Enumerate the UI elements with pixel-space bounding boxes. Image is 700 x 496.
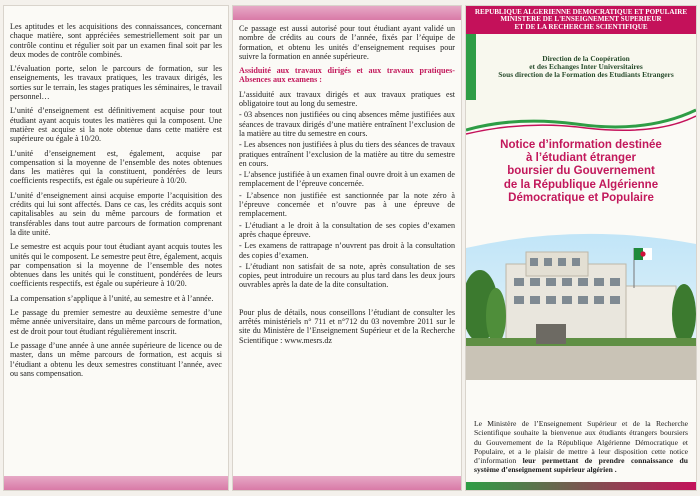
- notice-line: Démocratique et Populaire: [508, 191, 654, 204]
- section-heading: Assiduité aux travaux dirigés et aux travaux pratiques- Absences aux examens :: [239, 66, 455, 85]
- welcome-text-normal: Le Ministère de l’Enseignement Supérieur et de la Recherche Scientifique souhaite la bienvenue aux étudiants étrangers boursiers du Gouvernement de la République Algérienne Démocratique et Populaire, et a le plaisir de mettre à leur disposition cette notice d’information: [474, 419, 688, 465]
- ministry-header: [475, 9, 687, 31]
- paragraph: L’unité d’enseignement est, également, acquise par compensation si la moyenne de l’ensemble des notes obtenues dans les matières qui la constituent, pondérées de leurs coefficients respectifs, est égale ou supérieure à 10/20.: [10, 148, 222, 186]
- intro-paragraph: Ce passage est aussi autorisé pour tout étudiant ayant validé un nombre de crédits au cours de l’année, fixés par l’équipe de formation, et obtenu les unités d’enseignement requises pour suivre la formation en année supérieure.: [239, 24, 455, 61]
- decorative-wave: [466, 100, 696, 136]
- direction-line: Sous direction de la Formation des Etudiants Etrangers: [498, 70, 674, 80]
- paragraph: Les aptitudes et les acquisitions des connaissances, concernant chaque matière, sont appréciées semestriellement soit par un contrôle continu et régulier soit par un examen final soit par les deux modes de contrôle combinés.: [10, 22, 222, 59]
- ministry-building-photo: [466, 226, 696, 380]
- paragraph: - L’étudiant a le droit à la consultation de ses copies d’examen après chaque épreuve.: [239, 220, 455, 239]
- cover-panel: [466, 6, 696, 490]
- paragraph: - L’étudiant non satisfait de sa note, après consultation de ses copies, peut introduire un recours au plus tard dans les deux jours ouvrables après la date de la dite consultation.: [239, 261, 455, 290]
- left-panel-text: [10, 22, 222, 472]
- welcome-text-bold: leur permettant de prendre connaissance du système d’enseignement supérieur algérien .: [474, 455, 688, 474]
- footer-paragraph: Pour plus de détails, nous conseillons l’étudiant de consulter les arrêtés ministériels n° 711 et n°712 du 03 novembre 2011 sur le site du Ministère de l’Enseignement Supérieur et de la Recherche Scientifique : www.mesrs.dz: [239, 307, 455, 345]
- header-line: REPUBLIQUE ALGERIENNE DEMOCRATIQUE ET POPULAIRE: [474, 7, 688, 16]
- middle-panel: [233, 6, 461, 490]
- notice-line: de la République Algérienne: [503, 178, 659, 191]
- direction-line: et des Echanges Inter Universitaires: [529, 61, 643, 71]
- paragraph: L’unité d’enseignement ainsi acquise emporte l’acquisition des crédits qui lui sont affectés. Dans ce cas, les crédits acquis sont capitalisables au sein du même parcours de formation et transférables dans tout autre parcours de formation comprenant la dite unité.: [10, 190, 222, 237]
- header-line: MINISTERE DE L'ENSEIGNEMENT SUPERIEUR: [500, 15, 662, 24]
- notice-line: à l’étudiant étranger: [526, 152, 636, 165]
- ministry-header-band: [466, 6, 696, 34]
- pink-stripe-bottom: [4, 476, 228, 490]
- paragraph: L’évaluation porte, selon le parcours de formation, sur les enseignements, les travaux pratiques, les travaux dirigés, les sorties sur le terrain, les stages pratiques les séminaires, le travail personnel…: [10, 64, 222, 102]
- direction-text: [498, 55, 673, 79]
- paragraph: La compensation s’applique à l’unité, au semestre et à l’année.: [10, 293, 214, 303]
- pink-stripe-top: [233, 6, 461, 20]
- pink-stripe-bottom: [233, 476, 461, 490]
- paragraph: L’assiduité aux travaux dirigés et aux travaux pratiques est obligatoire tout au long du semestre.: [239, 89, 455, 109]
- left-panel: [4, 6, 228, 490]
- header-line: ET DE LA RECHERCHE SCIENTIFIQUE: [514, 22, 648, 31]
- paragraph: - 03 absences non justifiées ou cinq absences même justifiées aux séances de travaux dirigés d’une matière entraînent l’exclusion de la matière au titre du semestre en cours.: [239, 110, 455, 138]
- paragraph: Le passage du premier semestre au deuxième semestre d’une même année universitaire, dans un même parcours de formation, est de droit pour tout étudiant régulièrement inscrit.: [10, 308, 222, 336]
- paragraph: - L’absence non justifiée est sanctionnée par la note zéro à l’épreuve concernée et n’ouvre pas à une épreuve de remplacement.: [239, 190, 455, 219]
- welcome-text: [474, 419, 688, 474]
- direction-line: Direction de la Coopération: [542, 53, 630, 63]
- paragraph: - Les absences non justifiées à plus du tiers des séances de travaux pratiques entraînent l’exclusion de la matière au titre du semestre en cours.: [239, 140, 455, 168]
- paragraph: Le semestre est acquis pour tout étudiant ayant acquis toutes les unités qui le composent. Le semestre peut être, également, acquis par compensation si la moyenne de l’ensemble des notes obtenues dans les unités qui le constituent, pondérées de leurs coefficients respectifs, est égale ou supérieure à 10/20.: [10, 242, 222, 289]
- notice-line: Notice d’information destinée: [500, 139, 662, 151]
- paragraph: L’unité d’enseignement est définitivement acquise pour tout étudiant ayant acquis toutes les matières qui la composent. Une matière est acquise si la note obtenue dans cette matière est supérieure ou égale à 10/20.: [10, 106, 222, 144]
- building-illustration: [466, 226, 696, 380]
- paragraph: - Les examens de rattrapage n’ouvrent pas droit à la consultation des copies d’examen.: [239, 241, 455, 260]
- color-stripe-bottom: [466, 482, 696, 490]
- paragraph: Le passage d’une année à une année supérieure de licence ou de master, dans un même parcours de formation, est acquis si l’étudiant a obtenu les deux semestres constituant l’année, avec ou sans compensation.: [10, 340, 222, 378]
- notice-title: [466, 139, 696, 205]
- direction-block: [466, 34, 696, 100]
- middle-panel-text: [239, 24, 455, 472]
- paragraph: - L’absence justifiée à un examen final ouvre droit à un examen de remplacement de l’épreuve concernée.: [239, 170, 455, 189]
- notice-line: boursier du Gouvernement: [507, 165, 655, 178]
